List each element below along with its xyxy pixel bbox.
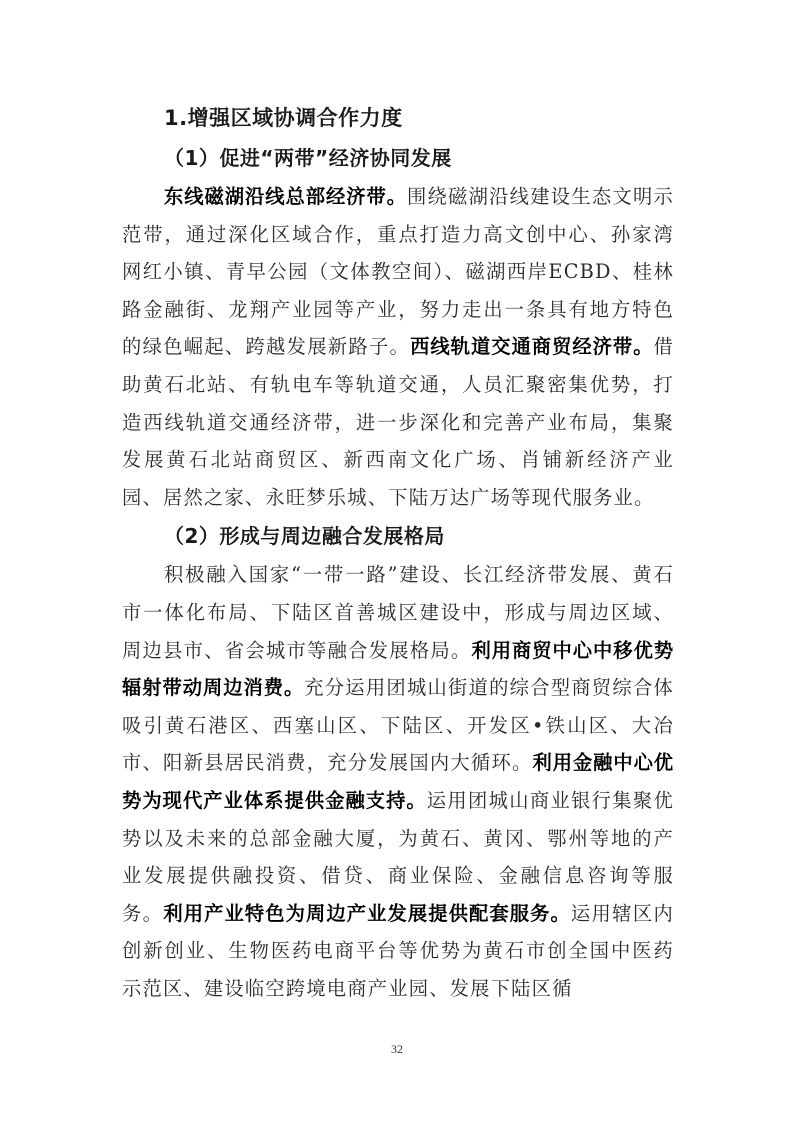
document-body (122, 98, 674, 1007)
subsection-heading-1: （1）促进“两带”经济协同发展 (164, 146, 452, 170)
section-heading: 1.增强区域协调合作力度 (164, 106, 403, 130)
bold-lead-industry: 利用产业特色为周边产业发展提供配套服务。 (163, 901, 571, 925)
paragraph-text: 围绕磁湖沿线建设生态文明示范带，通过深化区域合作，重点打造力高文创中心、孙家湾网红小镇、青早公园（文体教空间）、磁湖西岸ECBD、桂林路金融街、龙翔产业园等产业，努力走出一条具有地方特色的绿色崛起、跨越发展新路子。 (122, 185, 674, 359)
bold-lead-west-belt: 西线轨道交通商贸经济带。 (410, 335, 654, 359)
bold-lead-finance: 利用金融中心优势为现代产业体系提供金融支持。 (122, 751, 674, 812)
subsection-heading-2: （2）形成与周边融合发展格局 (164, 524, 445, 549)
paragraph-two-belts (122, 178, 674, 516)
paragraph-text: 充分运用团城山街道的综合型商贸综合体吸引黄石港区、西塞山区、下陆区、开发区•铁山区、大冶市、阳新县居民消费，充分发展国内大循环。 (122, 676, 674, 775)
paragraph-integration (122, 556, 674, 1007)
paragraph-text: 运用辖区内创新创业、生物医药电商平台等优势为黄石市创全国中医药示范区、建设临空跨境电商产业园、发展下陆区循 (122, 901, 675, 1000)
paragraph-text: 运用团城山商业银行集聚优势以及未来的总部金融大厦，为黄石、黄冈、鄂州等地的产业发展提供融投资、借贷、商业保险、金融信息咨询等服务。 (122, 788, 675, 925)
bold-lead-east-belt: 东线磁湖沿线总部经济带。 (164, 185, 407, 208)
bold-lead-commerce: 利用商贸中心中移优势辐射带动周边消费。 (122, 638, 675, 700)
paragraph-text: 借助黄石北站、有轨电车等轨道交通，人员汇聚密集优势，打造西线轨道交通经济带，进一步深化和完善产业布局，集聚发展黄石北站商贸区、新西南文化广场、肖铺新经济产业园、居然之家、永旺梦乐城、下陆万达广场等现代服务业。 (122, 335, 674, 509)
paragraph-text: 积极融入国家“一带一路”建设、长江经济带发展、黄石市一体化布局、下陆区首善城区建设中，形成与周边区域、周边县市、省会城市等融合发展格局。 (122, 563, 674, 662)
page-number: 32 (391, 1042, 403, 1056)
